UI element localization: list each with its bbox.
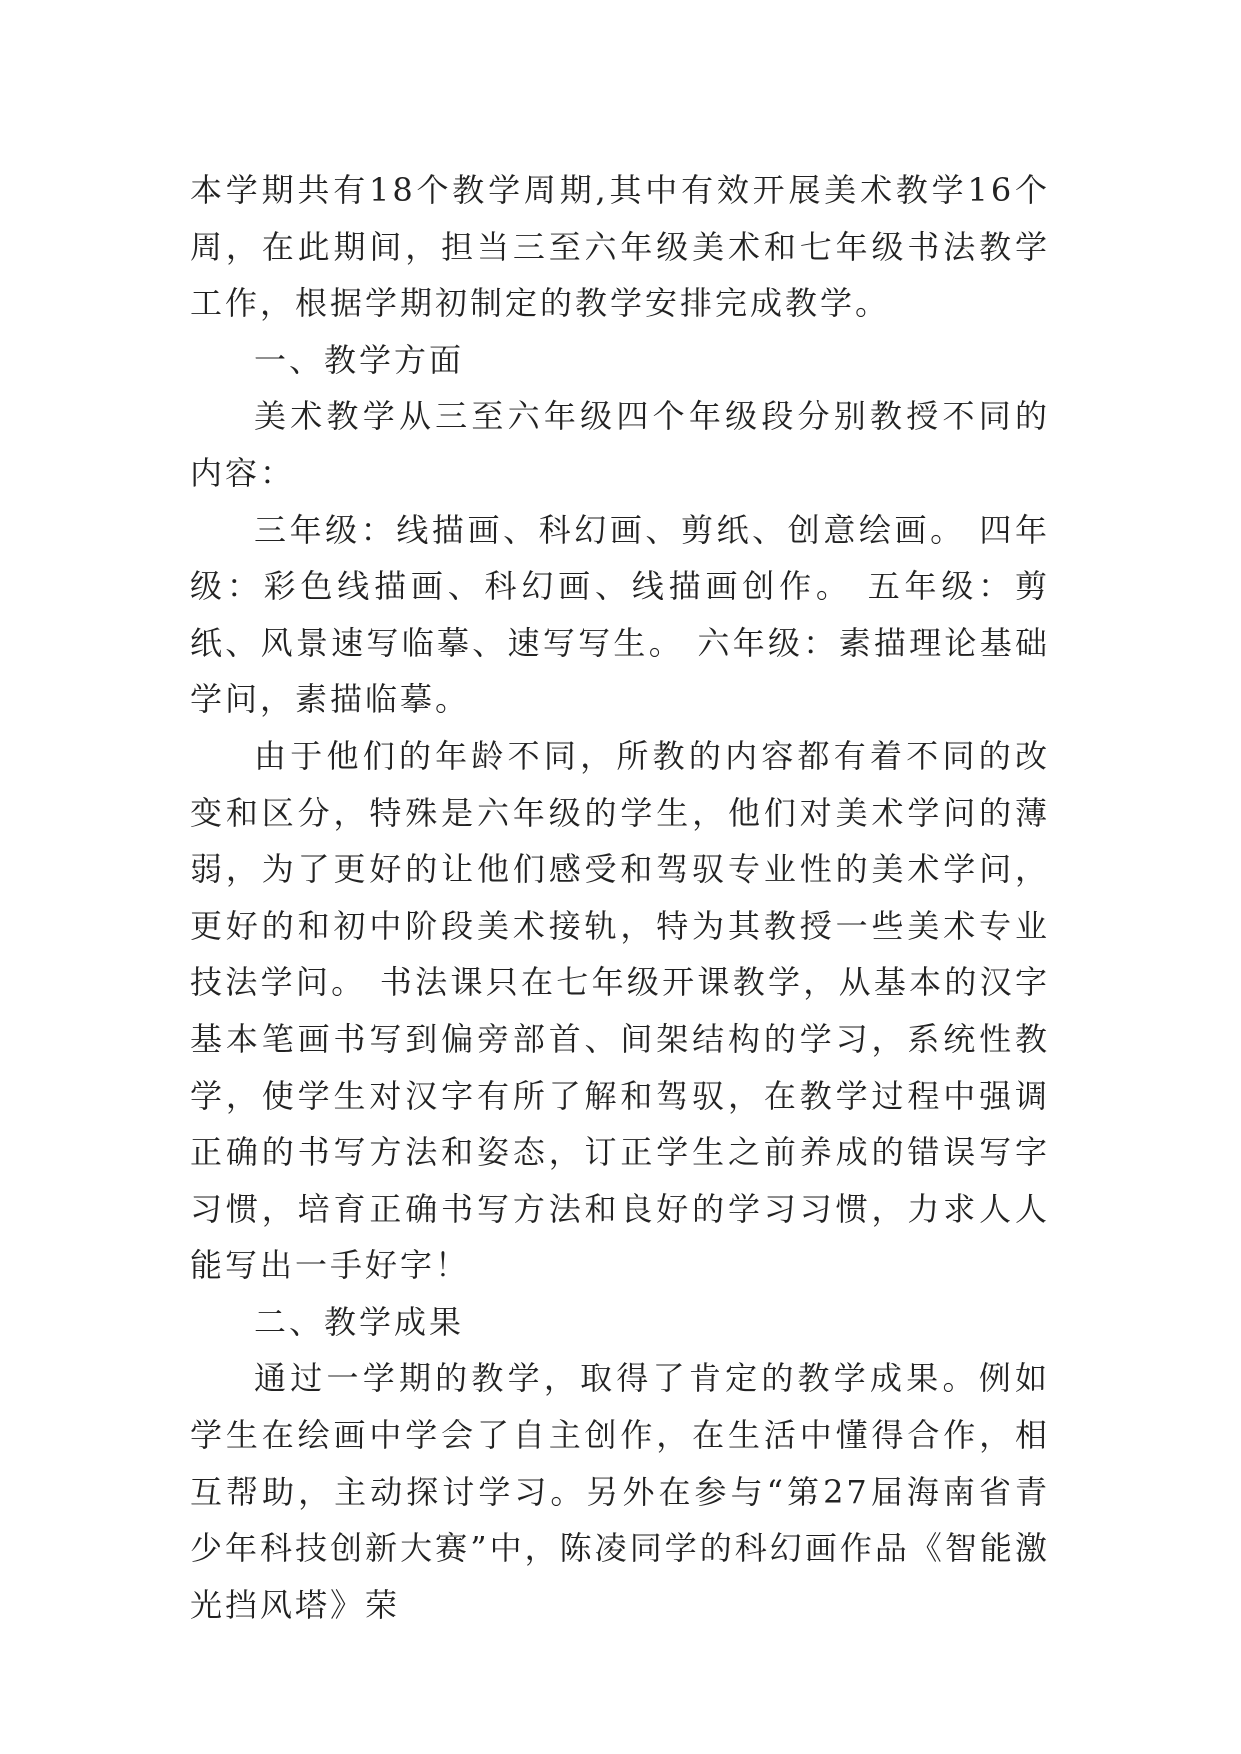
section-heading-teaching: 一、教学方面 [254, 340, 465, 379]
document-page [190, 162, 1050, 1633]
section-heading-results: 二、教学成果 [254, 1302, 465, 1341]
art-teaching-paragraph: 美术教学从三至六年级四个年级段分别教授不同的内容： [190, 397, 1050, 492]
intro-paragraph: 本学期共有18个教学周期,其中有效开展美术教学16个周，在此期间，担当三至六年级美术和七年级书法教学工作，根据学期初制定的教学安排完成教学。 [190, 171, 1050, 323]
teaching-detail-paragraph: 由于他们的年龄不同，所教的内容都有着不同的改变和区分，特殊是六年级的学生，他们对美术学问的薄弱，为了更好的让他们感受和驾驭专业性的美术学问，更好的和初中阶段美术接轨，特为其教授一些美术专业技法学问。 书法课只在七年级开课教学，从基本的汉字基本笔画书写到偏旁部首、间架结构的学习，系统性教学，使学生对汉字有所了解和驾驭，在教学过程中强调正确的书写方法和姿态，订正学生之前养成的错误写字习惯，培育正确书写方法和良好的学习习惯，力求人人能写出一手好字！ [190, 736, 1050, 1285]
results-paragraph: 通过一学期的教学，取得了肯定的教学成果。例如学生在绘画中学会了自主创作，在生活中懂得合作，相互帮助，主动探讨学习。另外在参与“第27届海南省青少年科技创新大赛”中，陈凌同学的科幻画作品《智能激光挡风塔》荣 [190, 1359, 1050, 1624]
grade-content-paragraph: 三年级：线描画、科幻画、剪纸、创意绘画。 四年级：彩色线描画、科幻画、线描画创作。 五年级：剪纸、风景速写临摹、速写写生。 六年级：素描理论基础学问，素描临摹。 [190, 510, 1050, 719]
